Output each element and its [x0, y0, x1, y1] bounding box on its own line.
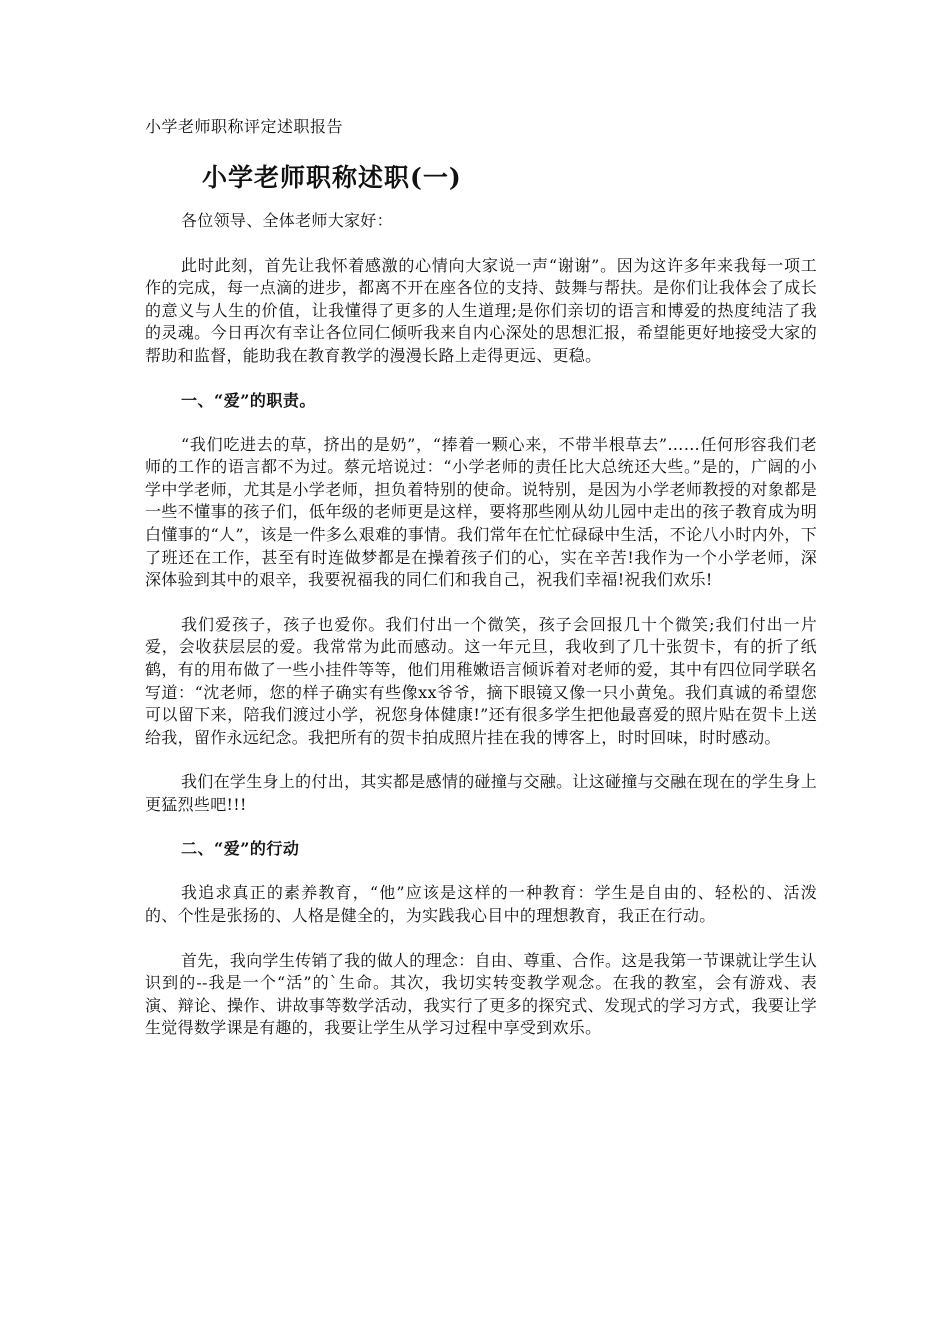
section2-paragraph-1: 我追求真正的素养教育，“他”应该是这样的一种教育：学生是自由的、轻松的、活泼的、个性是张扬的、人格是健全的，为实践我心目中的理想教育，我正在行动。 — [145, 883, 817, 926]
greeting: 各位领导、全体老师大家好： — [181, 211, 393, 230]
intro-paragraph: 此时此刻，首先让我怀着感激的心情向大家说一声“谢谢”。因为这许多年来我每一项工作的完成，每一点滴的进步，都离不开在座各位的支持、鼓舞与帮扶。是你们让我体会了成长的意义与人生的价值，让我懂得了更多的人生道理;是你们亲切的语言和博爱的热度纯洁了我的灵魂。今日再次有幸让各位同仁倾听我来自内心深处的思想汇报，希望能更好地接受大家的帮助和监督，能助我在教育教学的漫漫长路上走得更远、更稳。 — [145, 255, 817, 365]
section2-paragraph-2: 首先，我向学生传销了我的做人的理念：自由、尊重、合作。这是我第一节课就让学生认识到的--我是一个“活”的`生命。其次，我切实转变教学观念。在我的教室，会有游戏、表演、辩论、操作、讲故事等数学活动，我实行了更多的探究式、发现式的学习方式，我要让学生觉得数学课是有趣的，我要让学生从学习过程中享受到欢乐。 — [145, 950, 817, 1038]
section1-paragraph-2: 我们爱孩子，孩子也爱你。我们付出一个微笑，孩子会回报几十个微笑;我们付出一片爱，会收获层层的爱。我常常为此而感动。这一年元旦，我收到了几十张贺卡，有的折了纸鹤，有的用布做了一些小挂件等等，他们用稚嫩语言倾诉着对老师的爱，其中有四位同学联名写道：“沈老师，您的样子确实有些像xx爷爷，摘下眼镜又像一只小黄兔。我们真诚的希望您可以留下来，陪我们渡过小学，祝您身体健康!”还有很多学生把他最喜爱的照片贴在贺卡上送给我，留作永远纪念。我把所有的贺卡拍成照片挂在我的博客上，时时回味，时时感动。 — [145, 614, 817, 747]
document-title: 小学老师职称述职(一) — [202, 163, 462, 192]
document-body — [145, 210, 817, 1062]
section1-paragraph-1: “我们吃进去的草，挤出的是奶”，“捧着一颗心来，不带半根草去”……任何形容我们老师的工作的语言都不为过。蔡元培说过：“小学老师的责任比大总统还大些。”是的，广阔的小学中学老师，尤其是小学老师，担负着特别的使命。说特别，是因为小学老师教授的对象都是一些不懂事的孩子们，低年级的老师更是这样，要将那些刚从幼儿园中走出的孩子教育成为明白懂事的“人”，该是一件多么艰难的事情。我们常年在忙忙碌碌中生活，不论八小时内外，下了班还在工作，甚至有时连做梦都是在操着孩子们的心，实在辛苦!我作为一个小学老师，深深体验到其中的艰辛，我要祝福我的同仁们和我自己，祝我们幸福!祝我们欢乐! — [145, 434, 817, 590]
document-header: 小学老师职称评定述职报告 — [145, 117, 344, 136]
section-heading-2: 二、“爱”的行动 — [181, 839, 300, 859]
section-heading-1: 一、“爱”的职责。 — [181, 390, 316, 410]
section1-paragraph-3: 我们在学生身上的付出，其实都是感情的碰撞与交融。让这碰撞与交融在现在的学生身上更猛烈些吧!!! — [145, 772, 817, 814]
